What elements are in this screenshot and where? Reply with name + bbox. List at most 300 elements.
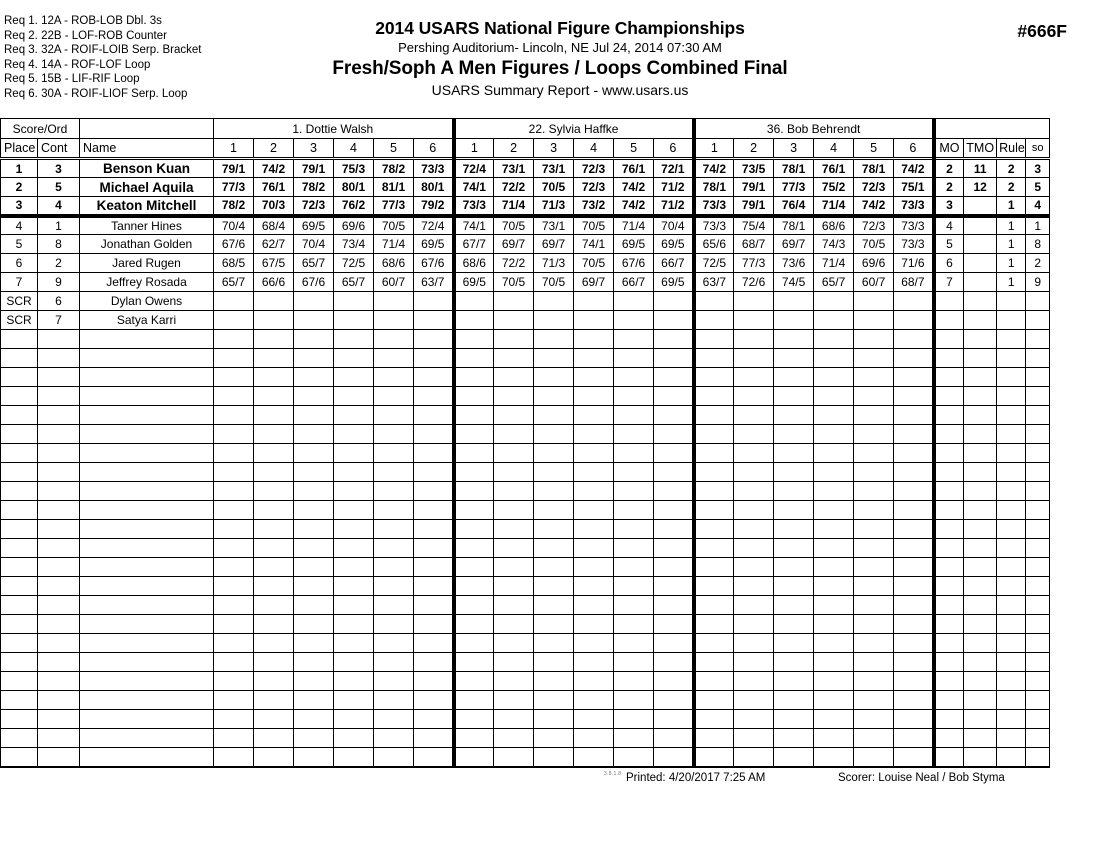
cell-judge3-fig3 [774,691,814,710]
cell-tmo [964,634,997,653]
cell-judge2-fig5 [614,577,654,596]
cell-judge1-fig2 [254,349,294,368]
cell-judge2-fig4: 74/1 [574,235,614,254]
table-row-empty[interactable] [1,634,1050,653]
cell-judge2-fig1 [454,425,494,444]
cell-judge2-fig6: 71/2 [654,178,694,197]
cell-judge3-fig6 [894,634,934,653]
cell-judge3-fig2: 73/5 [734,159,774,178]
column-header-rule: Rule [997,139,1026,159]
cell-judge3-fig4 [814,330,854,349]
cell-judge1-fig5: 70/5 [374,216,414,235]
cell-so: 2 [1026,254,1050,273]
cell-judge1-fig4 [334,311,374,330]
table-row[interactable] [1,216,1050,235]
cell-judge2-fig3 [534,672,574,691]
requirement-line: Req 3. 32A - ROIF-LOIB Serp. Bracket [4,44,202,56]
cell-judge3-fig6 [894,501,934,520]
table-row[interactable] [1,292,1050,311]
cell-judge1-fig4: 73/4 [334,235,374,254]
cell-judge1-fig6: 72/4 [414,216,454,235]
cell-judge3-fig6 [894,482,934,501]
cell-judge3-fig5 [854,349,894,368]
cell-judge3-fig6: 75/1 [894,178,934,197]
cell-judge3-fig6: 71/6 [894,254,934,273]
cell-judge1-fig5 [374,729,414,748]
column-header-judge3-fig2: 2 [734,139,774,159]
cell-judge1-fig1 [214,615,254,634]
cell-judge3-fig5 [854,558,894,577]
cell-judge2-fig3 [534,444,574,463]
table-row-empty[interactable] [1,653,1050,672]
cell-skater-name: Jared Rugen [80,254,214,273]
column-header-judge2-fig6: 6 [654,139,694,159]
cell-judge3-fig1: 78/1 [694,178,734,197]
cell-judge3-fig3 [774,311,814,330]
cell-judge3-fig1 [694,596,734,615]
cell-skater-name: Jonathan Golden [80,235,214,254]
cell-judge1-fig2: 76/1 [254,178,294,197]
cell-cont [38,444,80,463]
cell-judge1-fig1 [214,425,254,444]
cell-judge1-fig5 [374,520,414,539]
cell-judge1-fig2 [254,292,294,311]
cell-skater-name [80,672,214,691]
cell-place: 3 [1,197,38,216]
cell-judge2-fig2 [494,596,534,615]
cell-judge2-fig2 [494,368,534,387]
cell-place: 4 [1,216,38,235]
cell-judge3-fig3: 73/6 [774,254,814,273]
cell-judge2-fig2 [494,520,534,539]
cell-judge2-fig6 [654,520,694,539]
cell-judge1-fig5: 68/6 [374,254,414,273]
cell-judge2-fig3: 70/5 [534,273,574,292]
column-header-mo: MO [934,139,964,159]
cell-rule [997,748,1026,767]
cell-cont: 5 [38,178,80,197]
cell-judge3-fig1 [694,349,734,368]
cell-judge3-fig6 [894,463,934,482]
cell-judge1-fig2 [254,691,294,710]
cell-judge3-fig5: 74/2 [854,197,894,216]
cell-judge3-fig2 [734,729,774,748]
table-row[interactable] [1,159,1050,178]
table-row[interactable] [1,197,1050,216]
cell-tmo: 11 [964,159,997,178]
table-row-empty[interactable] [1,406,1050,425]
cell-judge2-fig6 [654,482,694,501]
cell-judge1-fig3 [294,558,334,577]
score-ord-label: Score/Ord [1,119,80,139]
cell-judge1-fig6 [414,577,454,596]
column-header-place: Place [1,139,38,159]
cell-judge1-fig1 [214,463,254,482]
cell-judge3-fig4 [814,311,854,330]
cell-so [1026,311,1050,330]
cell-mo [934,444,964,463]
cell-judge1-fig5 [374,349,414,368]
table-row-empty[interactable] [1,748,1050,767]
cell-judge1-fig1 [214,577,254,596]
cell-tmo [964,596,997,615]
cell-rule: 1 [997,273,1026,292]
cell-judge1-fig3 [294,710,334,729]
cell-judge3-fig1 [694,558,734,577]
cell-judge3-fig5 [854,444,894,463]
column-header-judge1-fig4: 4 [334,139,374,159]
cell-so [1026,577,1050,596]
table-row[interactable] [1,273,1050,292]
cell-judge2-fig2: 71/4 [494,197,534,216]
results-table [0,118,1050,768]
cell-judge2-fig3 [534,425,574,444]
cell-judge3-fig4 [814,672,854,691]
cell-judge3-fig5 [854,311,894,330]
event-title: Fresh/Soph A Men Figures / Loops Combined Final [332,58,788,79]
cell-judge3-fig6 [894,691,934,710]
cell-judge2-fig1: 72/4 [454,159,494,178]
table-row-empty[interactable] [1,596,1050,615]
cell-mo [934,387,964,406]
cell-judge1-fig2 [254,710,294,729]
table-row-empty[interactable] [1,387,1050,406]
cell-so [1026,539,1050,558]
cell-judge3-fig6 [894,577,934,596]
cell-rule [997,311,1026,330]
cell-judge1-fig1 [214,387,254,406]
cell-cont [38,482,80,501]
cell-place: 6 [1,254,38,273]
cell-judge3-fig1: 63/7 [694,273,734,292]
cell-so [1026,520,1050,539]
cell-so [1026,634,1050,653]
cell-judge1-fig3 [294,615,334,634]
cell-judge3-fig2 [734,368,774,387]
cell-judge2-fig4 [574,444,614,463]
table-row-empty[interactable] [1,577,1050,596]
cell-judge3-fig4 [814,349,854,368]
cell-judge2-fig1: 69/5 [454,273,494,292]
cell-judge3-fig4 [814,292,854,311]
cell-tmo [964,539,997,558]
cell-cont [38,672,80,691]
cell-tmo [964,235,997,254]
cell-judge2-fig5 [614,406,654,425]
title-block [250,18,870,100]
cell-judge3-fig2 [734,577,774,596]
table-row-empty[interactable] [1,349,1050,368]
cell-judge2-fig3 [534,710,574,729]
cell-judge1-fig5 [374,615,414,634]
cell-place [1,482,38,501]
cell-judge1-fig6 [414,748,454,767]
cell-judge3-fig2 [734,520,774,539]
cell-judge3-fig1 [694,368,734,387]
cell-rule [997,710,1026,729]
column-header-judge1-fig1: 1 [214,139,254,159]
table-row-empty[interactable] [1,425,1050,444]
cell-judge3-fig6 [894,539,934,558]
table-row[interactable] [1,254,1050,273]
table-row[interactable] [1,235,1050,254]
cell-judge2-fig4 [574,501,614,520]
cell-judge2-fig4 [574,672,614,691]
cell-judge3-fig3 [774,292,814,311]
cell-judge2-fig3: 69/7 [534,235,574,254]
cell-so [1026,368,1050,387]
cell-so [1026,330,1050,349]
cell-judge3-fig4 [814,634,854,653]
cell-judge1-fig3 [294,539,334,558]
cell-judge2-fig2 [494,691,534,710]
cell-rule: 1 [997,235,1026,254]
cell-skater-name [80,558,214,577]
table-row-empty[interactable] [1,463,1050,482]
cell-judge2-fig6 [654,615,694,634]
cell-place [1,463,38,482]
cell-judge3-fig1 [694,292,734,311]
cell-mo [934,748,964,767]
cell-judge1-fig1 [214,368,254,387]
cell-judge2-fig3 [534,577,574,596]
cell-judge1-fig2 [254,444,294,463]
table-row-empty[interactable] [1,539,1050,558]
cell-judge1-fig5 [374,387,414,406]
judge-header-row [1,119,1050,139]
cell-so [1026,463,1050,482]
cell-rule [997,387,1026,406]
cell-cont [38,691,80,710]
cell-judge1-fig4 [334,349,374,368]
cell-judge3-fig2 [734,292,774,311]
cell-judge1-fig2 [254,311,294,330]
cell-tmo [964,615,997,634]
cell-judge1-fig2 [254,729,294,748]
cell-tmo [964,216,997,235]
cell-so: 3 [1026,159,1050,178]
cell-tmo [964,425,997,444]
cell-skater-name [80,691,214,710]
cell-place [1,634,38,653]
cell-judge2-fig1 [454,406,494,425]
cell-judge3-fig1 [694,710,734,729]
table-row[interactable] [1,178,1050,197]
cell-judge3-fig2 [734,501,774,520]
cell-place [1,615,38,634]
cell-cont [38,349,80,368]
cell-judge1-fig1 [214,691,254,710]
cell-judge1-fig6 [414,710,454,729]
cell-judge1-fig3 [294,349,334,368]
cell-judge2-fig1 [454,710,494,729]
cell-judge2-fig2 [494,539,534,558]
column-header-judge2-fig1: 1 [454,139,494,159]
cell-judge2-fig2 [494,330,534,349]
cell-tmo [964,368,997,387]
column-header-judge3-fig5: 5 [854,139,894,159]
cell-judge2-fig1 [454,672,494,691]
cell-judge2-fig3 [534,349,574,368]
cell-judge3-fig6 [894,748,934,767]
cell-judge1-fig2 [254,406,294,425]
cell-judge3-fig4: 65/7 [814,273,854,292]
cell-judge2-fig2 [494,672,534,691]
cell-judge2-fig1 [454,292,494,311]
cell-judge3-fig1 [694,615,734,634]
cell-judge1-fig1 [214,349,254,368]
cell-so [1026,729,1050,748]
cell-place: SCR [1,292,38,311]
cell-judge2-fig3 [534,330,574,349]
cell-judge2-fig5: 66/7 [614,273,654,292]
version-label: 3.8.1.8 [604,771,622,777]
cell-judge1-fig3 [294,463,334,482]
cell-judge1-fig2: 70/3 [254,197,294,216]
cell-judge3-fig4 [814,482,854,501]
cell-skater-name [80,387,214,406]
cell-judge2-fig4 [574,368,614,387]
cell-mo [934,482,964,501]
cell-place [1,577,38,596]
table-row-empty[interactable] [1,615,1050,634]
table-row-empty[interactable] [1,520,1050,539]
cell-judge2-fig4: 73/2 [574,197,614,216]
cell-judge2-fig3 [534,539,574,558]
cell-judge2-fig2 [494,501,534,520]
cell-judge1-fig3 [294,596,334,615]
cell-mo [934,710,964,729]
cell-judge3-fig5 [854,577,894,596]
cell-judge2-fig6 [654,292,694,311]
cell-judge2-fig5 [614,596,654,615]
cell-judge2-fig3 [534,368,574,387]
cell-judge1-fig2 [254,368,294,387]
report-header [0,0,1100,118]
requirement-line: Req 4. 14A - ROF-LOF Loop [4,58,151,71]
cell-judge2-fig1 [454,349,494,368]
cell-judge1-fig1 [214,748,254,767]
printed-timestamp: Printed: 4/20/2017 7:25 AM [626,772,766,784]
cell-mo: 2 [934,178,964,197]
cell-judge1-fig3 [294,501,334,520]
cell-judge2-fig2 [494,425,534,444]
cell-judge1-fig1 [214,710,254,729]
cell-judge3-fig2 [734,691,774,710]
cell-judge1-fig2 [254,539,294,558]
cell-judge1-fig3 [294,577,334,596]
cell-judge1-fig3 [294,653,334,672]
cell-place [1,387,38,406]
cell-judge1-fig6 [414,482,454,501]
cell-judge1-fig3: 70/4 [294,235,334,254]
cell-judge1-fig3: 67/6 [294,273,334,292]
cell-mo [934,539,964,558]
table-row-empty[interactable] [1,482,1050,501]
cell-judge2-fig4 [574,330,614,349]
cell-judge2-fig1 [454,539,494,558]
cell-cont: 8 [38,235,80,254]
results-grid-wrapper [0,118,1049,768]
cell-judge2-fig6 [654,406,694,425]
cell-judge3-fig4: 71/4 [814,254,854,273]
table-row-empty[interactable] [1,710,1050,729]
requirement-line: Req 5. 15B - LIF-RIF Loop [4,73,140,85]
cell-rule: 1 [997,197,1026,216]
cell-place: 1 [1,159,38,178]
cell-judge1-fig4: 76/2 [334,197,374,216]
table-row-empty[interactable] [1,672,1050,691]
table-row-empty[interactable] [1,691,1050,710]
cell-judge2-fig2 [494,482,534,501]
cell-judge1-fig2: 68/4 [254,216,294,235]
cell-judge2-fig2 [494,653,534,672]
table-row-empty[interactable] [1,330,1050,349]
cell-cont [38,729,80,748]
cell-judge2-fig5 [614,501,654,520]
table-row[interactable] [1,311,1050,330]
cell-judge2-fig3 [534,558,574,577]
cell-judge1-fig4 [334,729,374,748]
cell-judge1-fig3 [294,482,334,501]
cell-judge2-fig5: 74/2 [614,178,654,197]
cell-judge1-fig6: 63/7 [414,273,454,292]
cell-skater-name [80,577,214,596]
cell-judge2-fig4 [574,349,614,368]
cell-judge2-fig3 [534,387,574,406]
cell-judge2-fig5 [614,368,654,387]
cell-judge2-fig1 [454,558,494,577]
cell-judge2-fig6: 71/2 [654,197,694,216]
cell-judge2-fig2 [494,615,534,634]
cell-judge1-fig3 [294,425,334,444]
cell-judge3-fig1 [694,634,734,653]
cell-judge2-fig1 [454,577,494,596]
cell-judge3-fig1: 74/2 [694,159,734,178]
cell-cont [38,558,80,577]
cell-mo: 2 [934,159,964,178]
cell-judge2-fig5 [614,425,654,444]
cell-mo [934,596,964,615]
cell-judge1-fig5 [374,463,414,482]
cell-judge2-fig6 [654,368,694,387]
cell-judge2-fig5 [614,748,654,767]
cell-judge3-fig4 [814,710,854,729]
cell-judge3-fig3: 76/4 [774,197,814,216]
cell-judge3-fig4 [814,425,854,444]
cell-judge1-fig4 [334,691,374,710]
cell-judge2-fig2 [494,558,534,577]
table-row-empty[interactable] [1,501,1050,520]
cell-judge2-fig6: 72/1 [654,159,694,178]
cell-judge1-fig2 [254,653,294,672]
cell-rule [997,539,1026,558]
cell-tmo [964,691,997,710]
cell-mo [934,406,964,425]
cell-so [1026,558,1050,577]
cell-judge2-fig3 [534,406,574,425]
cell-judge3-fig3: 78/1 [774,159,814,178]
cell-rule [997,444,1026,463]
cell-cont [38,748,80,767]
table-row-empty[interactable] [1,558,1050,577]
cell-judge1-fig1: 79/1 [214,159,254,178]
cell-judge1-fig5 [374,558,414,577]
cell-judge3-fig3 [774,349,814,368]
table-row-empty[interactable] [1,729,1050,748]
table-row-empty[interactable] [1,368,1050,387]
table-row-empty[interactable] [1,444,1050,463]
